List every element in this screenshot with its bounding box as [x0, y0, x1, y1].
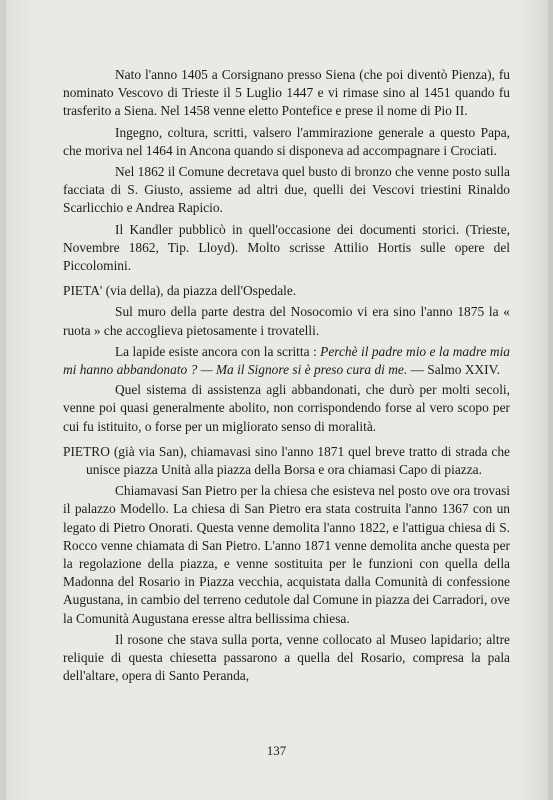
paragraph-pietro-rosone: Il rosone che stava sulla porta, venne collocato al Museo lapidario; altre reliquie di questa chiesetta passarono a quella del Rosario, compresa la pala dell'altare, opera di Santo Peranda, — [63, 631, 510, 684]
paragraph-pieta-ruota: Sul muro della parte destra del Nosocomio vi era sino l'anno 1875 la « ruota » che accoglieva pietosamente i trovatelli. — [63, 304, 510, 338]
paragraph-pietro-chiesa: Chiamavasi San Pietro per la chiesa che esisteva nel posto ove ora trovasi il palazzo Modello. La chiesa di San Pietro era stata costruita l'anno 1367 con un legato di Pietro Onorati. Questa venne demolita l'anno 1822, e l'attigua chiesa di S. Rocco venne chiamata di San Pietro. L'anno 1871 venne demolita anche questa per la regolazione della piazza, e venne sostituita per le funzioni con quella della Madonna del Rosario in Piazza vecchia, acquistata dalla Comunità di confessione Augustana, in cambio del terreno cedutole dal Comune in piazza dei Carradori, ove la Comunità Augustana eresse altra bellissima chiesa. — [63, 483, 510, 626]
entry-heading-pieta: PIETA' (via della), da piazza dell'Ospedale. — [63, 283, 297, 299]
paragraph-pio-pope: Ingegno, coltura, scritti, valsero l'ammirazione generale a questo Papa, che moriva nel 1464 in Ancona quando si disponeva ad accompagnare i Crociati. — [63, 124, 510, 158]
page-body — [63, 66, 510, 689]
paragraph-pio-birth: Nato l'anno 1405 a Corsignano presso Siena (che poi diventò Pienza), fu nominato Vescovo di Trieste il 5 Luglio 1447 e vi rimase sino al 1451 quando fu trasferito a Siena. Nel 1458 venne eletto Pontefice e prese il nome di Pio II. — [63, 67, 510, 119]
lapide-psalm: — Salmo XXIV. — [407, 362, 500, 378]
paragraph-pieta-sistema: Quel sistema di assistenza agli abbandonati, che durò per molti secoli, venne poi quasi generalmente abolito, non corrispondendo forse al vero scopo per cui fu istituito, o forse per un migliorato senso di moralità. — [63, 382, 510, 434]
paragraph-bust-1862: Nel 1862 il Comune decretava quel busto di bronzo che venne posto sulla facciata di S. Giusto, assieme ad altri due, quelli dei Vescovi triestini Rinaldo Scarlicchio e Andrea Rapicio. — [63, 164, 510, 216]
paragraph-pieta-lapide — [63, 343, 510, 379]
entry-heading-pietro: PIETRO (già via San), chiamavasi sino l'anno 1871 quel breve tratto di strada che unisce piazza Unità alla piazza della Borsa e ora chiamasi Capo di piazza. — [63, 443, 510, 478]
lapide-quote: Perchè il padre mio e la madre mia mi hanno abbandonato ? — Ma il Signore si è preso cura di me. — [63, 343, 510, 378]
page-edge-right — [548, 0, 553, 800]
page-number: 137 — [266, 743, 287, 758]
lapide-lead-text: La lapide esiste ancora con la scritta : — [115, 343, 321, 359]
page-edge-left — [0, 0, 6, 800]
paragraph-kandler: Il Kandler pubblicò in quell'occasione dei documenti storici. (Trieste, Novembre 1862, Tip. Lloyd). Molto scrisse Attilio Hortis sulle opere del Piccolomini. — [63, 221, 510, 274]
